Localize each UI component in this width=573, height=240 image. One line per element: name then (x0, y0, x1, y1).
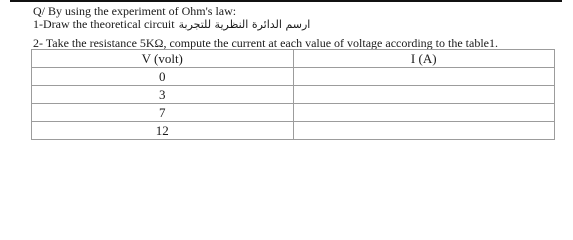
table-row (32, 122, 555, 140)
voltage-cell: 3 (32, 86, 294, 104)
question-item-1-text: 1-Draw the theoretical circuit (33, 17, 175, 31)
voltage-cell: 0 (32, 68, 294, 86)
table-row (32, 86, 555, 104)
ohm-law-table (31, 49, 555, 140)
table-row (32, 104, 555, 122)
table-header-row (32, 50, 555, 68)
top-divider (10, 0, 562, 2)
table-row (32, 68, 555, 86)
current-cell (293, 68, 555, 86)
question-item-1-arabic: ارسم الدائرة النظرية للتجربة (178, 18, 311, 31)
current-cell (293, 104, 555, 122)
question-item-1 (33, 18, 310, 31)
question-item-2: 2- Take the resistance 5KΩ, compute the current at each value of voltage according to the table1. (33, 36, 498, 50)
header-current: I (A) (293, 50, 555, 68)
question-intro: Q/ By using the experiment of Ohm's law: (33, 4, 237, 18)
voltage-cell: 12 (32, 122, 294, 140)
current-cell (293, 86, 555, 104)
current-cell (293, 122, 555, 140)
header-voltage: V (volt) (32, 50, 294, 68)
voltage-cell: 7 (32, 104, 294, 122)
